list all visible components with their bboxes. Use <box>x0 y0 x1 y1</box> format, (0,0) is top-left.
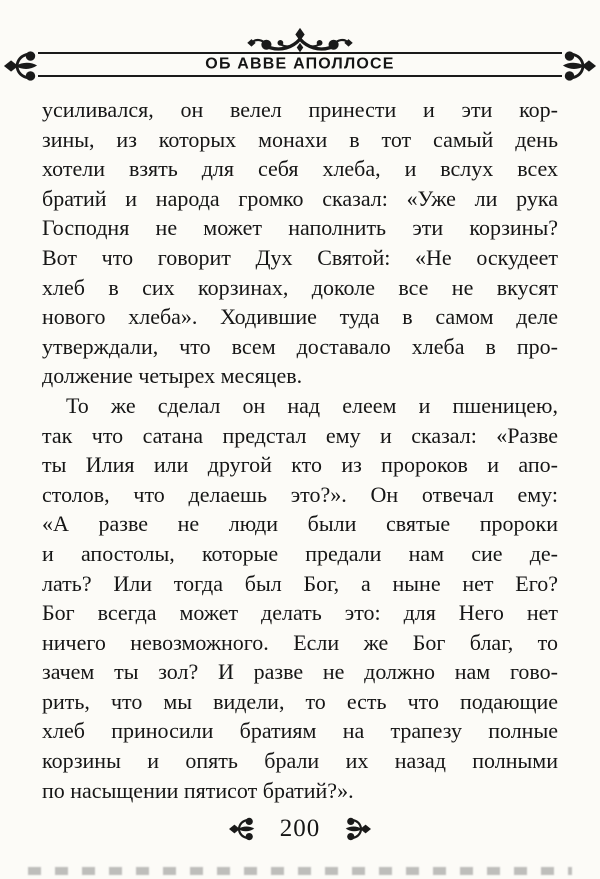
body-line: зины, из которых монахи в тот самый день <box>42 126 558 152</box>
body-line: рить, что мы видели, то есть что подающие <box>42 688 558 714</box>
body-line: и апостолы, которые предали нам сие де- <box>42 540 558 566</box>
fleuron-left-icon <box>3 48 39 84</box>
body-line: усиливался, он велел принести и эти кор- <box>42 97 558 122</box>
fleuron-right-icon <box>561 48 597 84</box>
body-line: Господня не может наполнить эти корзины? <box>42 215 558 241</box>
paragraph <box>42 391 558 805</box>
page-number: 200 <box>279 815 321 842</box>
body-line: Вот что говорит Дух Святой: «Не оскудеет <box>42 244 558 270</box>
body-line: То же сделал он над елеем и пшеницею, <box>66 392 558 418</box>
body-line: по насыщении пятисот братий?». <box>42 777 354 803</box>
header-rule-band <box>38 52 562 77</box>
body-line: Бог всегда может делать это: для Него нет <box>42 600 558 626</box>
body-line: так что сатана предстал ему и сказал: «Разве <box>42 422 558 448</box>
body-line: ничего невозможного. Если же Бог благ, то <box>42 629 558 655</box>
body-line: хлеб приносили братиям на трапезу полные <box>42 718 558 744</box>
body-line: хотели взять для себя хлеба, и вслух всех <box>42 156 558 182</box>
footer-fleuron-right-icon <box>342 816 374 842</box>
page-footer <box>0 815 600 843</box>
body-line: ты Илия или другой кто из пророков и апо- <box>42 452 558 478</box>
body-line: нового хлеба». Ходившие туда в самом деле <box>42 304 558 330</box>
body-line: должение четырех месяцев. <box>42 363 303 389</box>
body-line: корзины и опять брали их назад полными <box>42 748 558 774</box>
body-line: лать? Или тогда был Бог, а ныне нет Его? <box>42 570 558 596</box>
page-title: ОБ АВВЕ АПОЛЛОСЕ <box>205 55 395 72</box>
footer-fleuron-left-icon <box>226 816 258 842</box>
body-line: «А разве не люди были святые пророки <box>42 511 558 537</box>
body-line: братий и народа громко сказал: «Уже ли рука <box>42 185 558 211</box>
body-line: столов, что делаешь это?». Он отвечал ему: <box>42 481 558 507</box>
paragraph <box>42 95 558 391</box>
body-line: зачем ты зол? И разве не должно нам гово- <box>42 659 558 685</box>
page-body <box>42 95 558 805</box>
body-line: утверждали, что всем доставало хлеба в про- <box>42 333 558 359</box>
page-edge-bleed <box>28 867 572 875</box>
body-line: хлеб в сих корзинах, доколе все не вкусят <box>42 274 558 300</box>
scrollwork-crest-icon <box>242 27 358 55</box>
